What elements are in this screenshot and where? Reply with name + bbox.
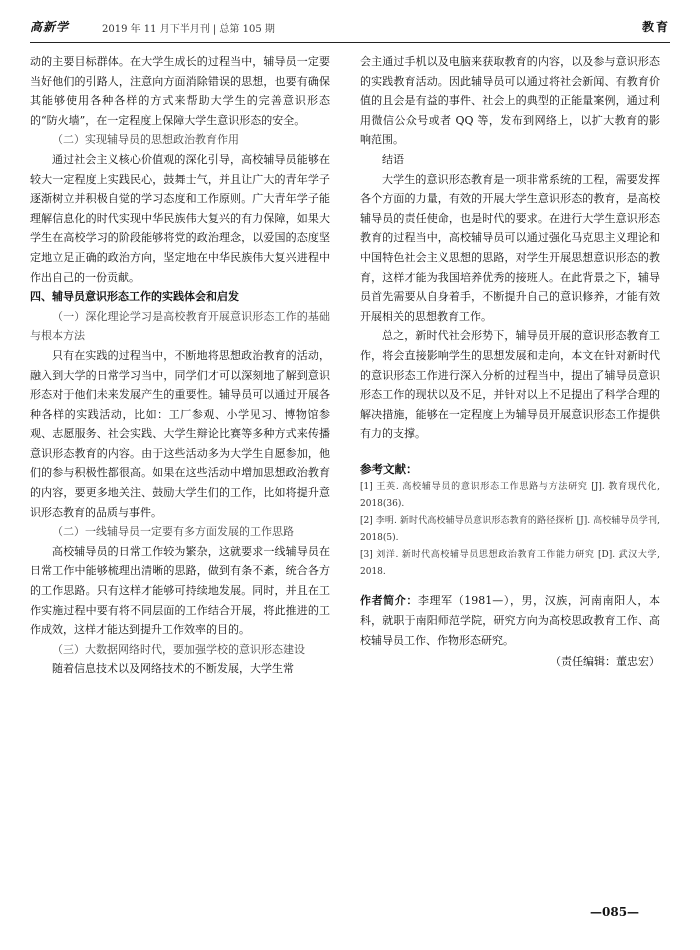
body-paragraph: 只有在实践的过程当中，不断地将思想政治教育的活动，融入到大学的日常学习当中，同学们才可以深刻地了解到意识形态对于他们未来发展产生的重要性。辅导员可以通过开展各种各样的实践活动，比如：工厂参观、小学见习、博物馆参观、志愿服务、社会实践、大学生辩论比赛等多种方式来传播意识形态教育的内容。由于这些活动多为大学生自愿参加，他们的参与积极性都很高。如果在这些活动中增加思想政治教育的内容，要更多地关注、鼓励大学生们的工作，比如将提升意识形态教育的品质与事件。: [30, 348, 330, 519]
reference-item: [3] 刘洋. 新时代高校辅导员思想政治教育工作能力研究 [D]. 武汉大学, 2018.: [360, 550, 660, 578]
editor-credit: （责任编辑：董忠宏）: [550, 655, 660, 669]
body-paragraph: 大学生的意识形态教育是一项非常系统的工程，需要发挥各个方面的力量，有效的开展大学生意识形态的教育，是高校辅导员的责任使命，也是时代的要求。在进行大学生意识形态教育的过程当中，高校辅导员可以通过强化马克思主义理论和中国特色社会主义思想的思路，对学生开展思想意识形态的教育，这样才能为我国培养优秀的接班人。在此背景之下，辅导员首先需要从自身着手，不断提升自己的意识修养，才能有效开展相关的思想教育工作。: [360, 172, 660, 323]
issue-info: 2019 年 11 月下半月刊 | 总第 105 期: [102, 24, 275, 35]
section-heading: 结语: [382, 152, 404, 166]
running-header: [30, 18, 670, 42]
subsection-heading: （三）大数据网络时代，要加强学校的意识形态建设: [52, 642, 305, 656]
left-column: [30, 52, 330, 679]
reference-item: [2] 李明. 新时代高校辅导员意识形态教育的路径探析 [J]. 高校辅导员学刊, 2018(5).: [360, 516, 660, 544]
page-number: —085—: [590, 905, 640, 919]
section-label: 教育: [641, 20, 670, 34]
subsection-heading: （一）深化理论学习是高校教育开展意识形态工作的基础与根本方法: [30, 309, 330, 343]
author-bio-label: 作者简介：: [360, 594, 418, 608]
reference-item: [1] 王英. 高校辅导员的意识形态工作思路与方法研究 [J]. 教育现代化, 2018(36).: [360, 482, 660, 510]
continued-paragraph: 会主通过手机以及电脑来获取教育的内容，以及参与意识形态的实践教育活动。因此辅导员可以通过将社会新闻、有教育价值的且会是有益的事件、社会上的典型的正能量案例，通过利用微信公众号或者 QQ 等，发布到网络上，以扩大教育的影响范围。: [360, 55, 660, 147]
body-paragraph: 通过社会主义核心价值观的深化引导，高校辅导员能够在较大一定程度上实践民心，鼓舞士气，并且让广大的青年学子逐渐树立并积极自觉的学习态度和工作原则。广大青年学子能理解信息化的时代实现中华民族伟大复兴的有力保障，如果大学生在高校学习的阶段能够将党的政治理念，以爱国的态度坚定地立足正确的政治方向，坚定地在中华民族伟大复兴进程中作出自己的一份贡献。: [30, 152, 330, 284]
body-paragraph: 总之，新时代社会形势下，辅导员开展的意识形态教育工作，将会直接影响学生的思想发展和走向，本文在针对新时代的意识形态工作进行深入分析的过程当中，提出了辅导员意识形态工作的现状以及不足，并针对以上不足提出了科学合理的解决措施，能够在一定程度上为辅导员开展意识形态工作提供有力的支撑。: [360, 329, 660, 441]
references-heading: 参考文献：: [360, 461, 418, 476]
right-column: [360, 52, 660, 672]
body-paragraph: 随着信息技术以及网络技术的不断发展，大学生常: [52, 662, 294, 676]
section-heading: 四、辅导员意识形态工作的实践体会和启发: [30, 290, 239, 304]
author-bio: [360, 591, 660, 650]
journal-brand: 高新学: [30, 20, 70, 34]
body-paragraph: 高校辅导员的日常工作较为繁杂，这就要求一线辅导员在日常工作中能够梳理出清晰的思路，做到有条不紊，统合各方的工作思路。只有这样才能够可持续地发展。同时，并且在工作实施过程中要有将不同层面的工作结合开展，将此推进的工作成效，这样才能达到提升工作效率的目的。: [30, 544, 330, 637]
subsection-heading: （二）实现辅导员的思想政治教育作用: [52, 133, 239, 147]
subsection-heading: （二）一线辅导员一定要有多方面发展的工作思路: [52, 525, 294, 539]
header-rule: [30, 42, 670, 43]
continued-paragraph: 动的主要目标群体。在大学生成长的过程当中，辅导员一定要当好他们的引路人，注意向方面消除错误的思想，也要有确保其能够使用各种各样的方式来帮助大学生的完善意识形态的“防火墙”，在一定程度上保障大学生意识形态的安全。: [30, 55, 330, 127]
author-bio-text: 李理军（1981—），男，汉族，河南南阳人，本科，就职于南阳师范学院，研究方向为高校思政教育工作、高校辅导员工作、作物形态研究。: [360, 594, 660, 647]
